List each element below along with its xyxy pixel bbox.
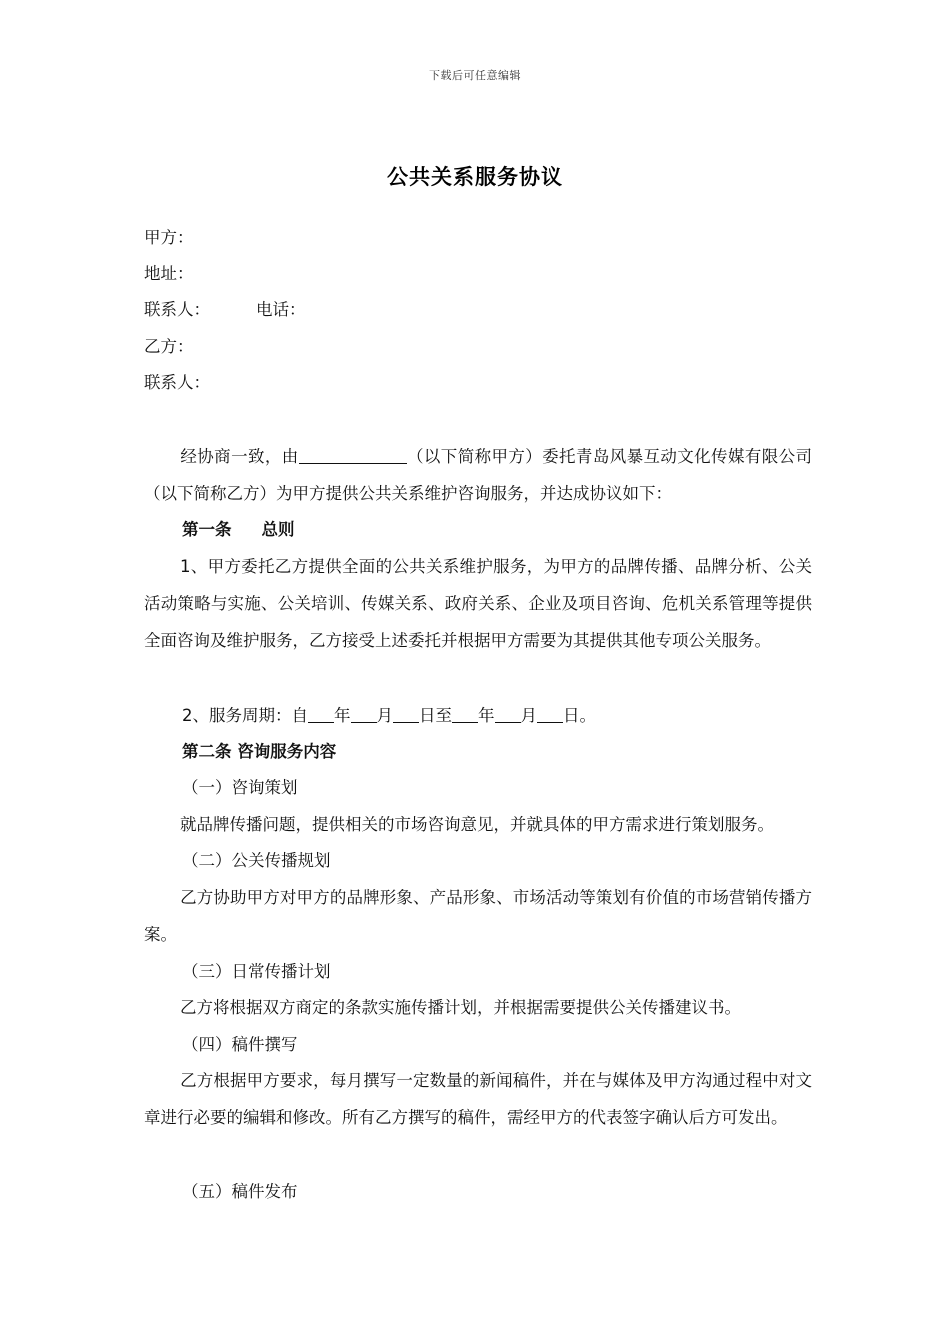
blank-day-start xyxy=(393,706,419,723)
period-year: 年 xyxy=(334,706,351,725)
item4-text: 乙方根据甲方要求，每月撰写一定数量的新闻稿件，并在与媒体及甲方沟通过程中对文章进行必要的编辑和修改。所有乙方撰写的稿件，需经甲方的代表签字确认后方可发出。 xyxy=(144,1071,812,1127)
item4-paragraph xyxy=(144,1062,812,1136)
item1-text: 就品牌传播问题，提供相关的市场咨询意见，并就具体的甲方需求进行策划服务。 xyxy=(180,815,774,834)
article1-number: 第一条 xyxy=(182,520,232,539)
party-b-label: 乙方： xyxy=(144,337,194,356)
address-label: 地址： xyxy=(144,264,194,283)
item3-title: （三）日常传播计划 xyxy=(182,962,331,981)
item1-title: （一）咨询策划 xyxy=(182,778,298,797)
party-a-label: 甲方： xyxy=(144,228,194,247)
article1-clause2 xyxy=(182,704,596,728)
article1-title: 总则 xyxy=(261,520,295,539)
article1-clause1 xyxy=(144,548,812,659)
item2-text: 乙方协助甲方对甲方的品牌形象、产品形象、市场活动等策划有价值的市场营销传播方案。 xyxy=(144,888,812,944)
contact-b-label: 联系人： xyxy=(144,373,210,392)
document-title: 公共关系服务协议 xyxy=(387,165,563,189)
clause1-text: 1、甲方委托乙方提供全面的公共关系维护服务，为甲方的品牌传播、品牌分析、公关活动策略与实施、公关培训、传媒关系、政府关系、企业及项目咨询、危机关系管理等提供全面咨询及维护服务，乙方接受上述委托并根据甲方需要为其提供其他专项公关服务。 xyxy=(144,557,812,650)
party-a-blank xyxy=(299,447,407,464)
contact-row xyxy=(144,298,306,322)
intro-part1: 经协商一致，由 xyxy=(180,447,299,466)
item5-title: （五）稿件发布 xyxy=(182,1182,298,1201)
period-from: 2、服务周期：自 xyxy=(182,706,308,725)
period-to: 日至 xyxy=(419,706,452,725)
item2-paragraph xyxy=(144,879,812,953)
blank-day-end xyxy=(537,706,563,723)
blank-month-end xyxy=(495,706,521,723)
item2-title: （二）公关传播规划 xyxy=(182,851,331,870)
blank-year-end xyxy=(452,706,478,723)
item3-text: 乙方将根据双方商定的条款实施传播计划，并根据需要提供公关传播建议书。 xyxy=(180,998,741,1017)
blank-year-start xyxy=(308,706,334,723)
article1-heading xyxy=(182,518,295,542)
blank-month-start xyxy=(351,706,377,723)
period-month-end: 月 xyxy=(520,706,537,725)
period-day-end: 日。 xyxy=(563,706,596,725)
article2-heading: 第二条 咨询服务内容 xyxy=(182,742,337,761)
contact-label: 联系人： xyxy=(144,300,210,319)
header-note: 下载后可任意编辑 xyxy=(429,69,521,82)
intro-paragraph xyxy=(144,438,812,512)
intro-part2: （以下简称甲方）委托青岛风暴互动文化传媒有限公司（以下简称乙方）为甲方提供公共关系维护咨询服务，并达成协议如下： xyxy=(144,447,812,503)
period-month: 月 xyxy=(376,706,393,725)
period-year-end: 年 xyxy=(478,706,495,725)
item4-title: （四）稿件撰写 xyxy=(182,1035,298,1054)
phone-label: 电话： xyxy=(256,300,306,319)
